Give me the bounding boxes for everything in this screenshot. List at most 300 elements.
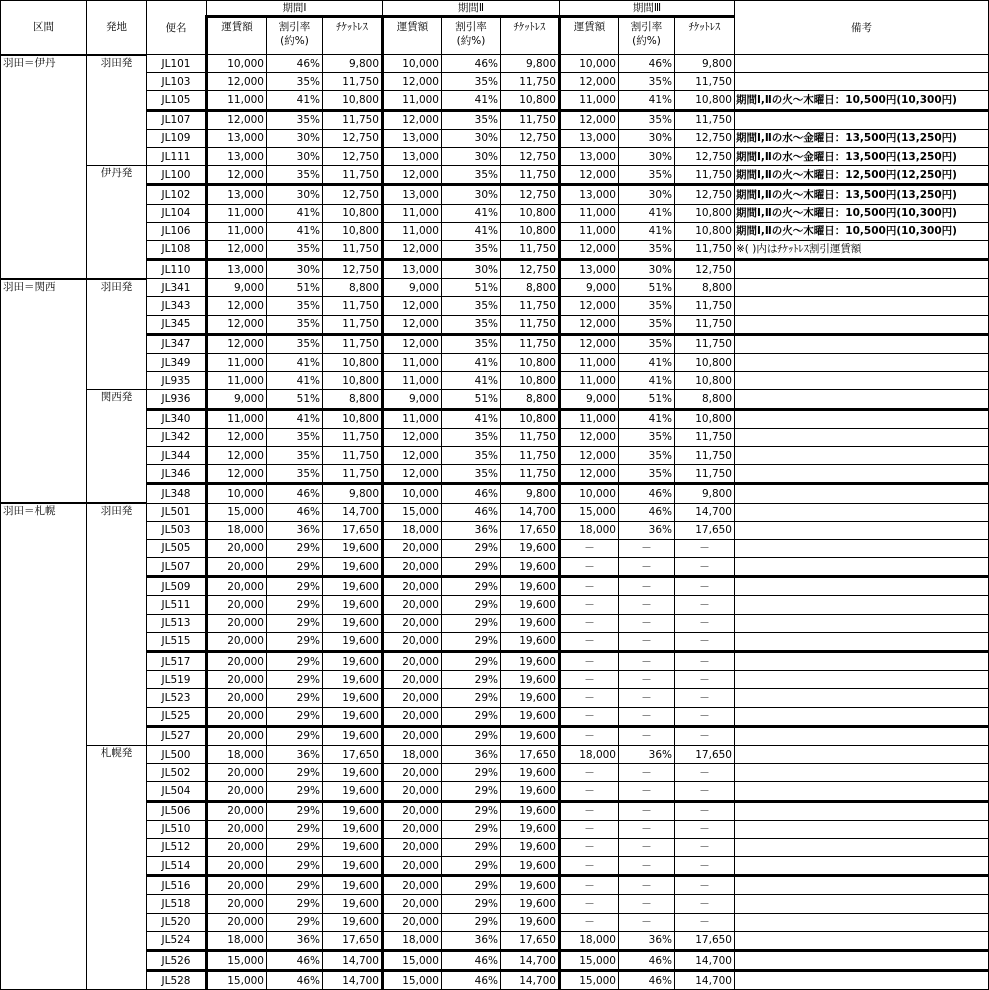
ticketless-cell: 14,700 (323, 951, 383, 971)
ticketless-cell: 10,800 (323, 204, 383, 222)
remarks-cell (735, 372, 989, 390)
ticketless-cell: 17,650 (501, 931, 560, 950)
discount-cell: 29% (267, 632, 323, 651)
remarks-cell (735, 876, 989, 895)
ticketless-cell: 19,600 (323, 614, 383, 632)
fare-cell: 15,000 (560, 503, 619, 521)
remarks-cell (735, 838, 989, 856)
fare-cell: 20,000 (207, 671, 267, 689)
remarks-cell (735, 409, 989, 428)
remarks-cell: 期間Ⅰ,Ⅱの火～木曜日：13,500円(13,250円) (735, 185, 989, 204)
header-fare: 運賃額 (383, 17, 442, 55)
ticketless-cell: 8,800 (501, 390, 560, 409)
ticketless-cell: 19,600 (501, 726, 560, 745)
remarks-cell: 期間Ⅰ,Ⅱの火～木曜日：10,500円(10,300円) (735, 204, 989, 222)
ticketless-cell: 19,600 (323, 577, 383, 596)
remarks-cell (735, 745, 989, 763)
fare-cell: 12,000 (207, 446, 267, 464)
fare-cell: 11,000 (383, 409, 442, 428)
fare-cell: 13,000 (207, 147, 267, 165)
ticketless-cell: 19,600 (501, 614, 560, 632)
fare-cell: － (560, 913, 619, 931)
ticketless-cell: 19,600 (501, 782, 560, 801)
header-ticketless: ﾁｹｯﾄﾚｽ (501, 17, 560, 55)
discount-cell: 29% (267, 895, 323, 913)
fare-cell: 13,000 (207, 185, 267, 204)
ticketless-cell: 19,600 (323, 764, 383, 782)
flight-number: JL524 (147, 931, 207, 950)
ticketless-cell: 12,750 (675, 185, 735, 204)
table-row (1, 55, 989, 73)
table-row (1, 521, 989, 539)
ticketless-cell: 14,700 (323, 503, 383, 521)
ticketless-cell: 17,650 (501, 521, 560, 539)
discount-cell: 35% (267, 428, 323, 446)
fare-cell: 11,000 (207, 409, 267, 428)
fare-cell: － (560, 707, 619, 726)
fare-cell: 11,000 (207, 91, 267, 110)
discount-cell: － (619, 577, 675, 596)
flight-number: JL514 (147, 857, 207, 876)
discount-cell: 36% (619, 745, 675, 763)
fare-cell: 20,000 (207, 596, 267, 614)
fare-cell: 9,000 (207, 390, 267, 409)
remarks-cell: ※( )内はﾁｹｯﾄﾚｽ割引運賃額 (735, 240, 989, 259)
discount-cell: 30% (619, 147, 675, 165)
remarks-cell (735, 315, 989, 334)
fare-cell: 15,000 (560, 971, 619, 990)
flight-number: JL107 (147, 110, 207, 129)
fare-cell: 13,000 (560, 147, 619, 165)
discount-cell: － (619, 596, 675, 614)
remarks-cell (735, 354, 989, 372)
ticketless-cell: 10,800 (501, 204, 560, 222)
discount-cell: 41% (442, 91, 501, 110)
discount-cell: 46% (442, 951, 501, 971)
ticketless-cell: 12,750 (501, 129, 560, 147)
ticketless-cell: 19,600 (501, 539, 560, 557)
flight-number: JL342 (147, 428, 207, 446)
discount-cell: 29% (267, 726, 323, 745)
discount-cell: － (619, 801, 675, 820)
remarks-cell (735, 279, 989, 297)
discount-cell: 46% (267, 55, 323, 73)
fare-cell: 20,000 (383, 838, 442, 856)
discount-cell: 29% (267, 838, 323, 856)
discount-cell: － (619, 838, 675, 856)
remarks-cell (735, 503, 989, 521)
ticketless-cell: 11,750 (501, 73, 560, 91)
fare-cell: 10,000 (383, 484, 442, 503)
table-row (1, 539, 989, 557)
fare-cell: 15,000 (207, 503, 267, 521)
ticketless-cell: 11,750 (675, 465, 735, 484)
header-discount-unit: (約%) (280, 35, 309, 47)
fare-cell: 10,000 (560, 55, 619, 73)
ticketless-cell: 19,600 (323, 539, 383, 557)
table-row (1, 558, 989, 577)
table-row (1, 820, 989, 838)
discount-cell: 41% (267, 222, 323, 240)
discount-cell: － (619, 558, 675, 577)
ticketless-cell: 19,600 (323, 707, 383, 726)
flight-number: JL103 (147, 73, 207, 91)
remarks-cell: 期間Ⅰ,Ⅱの水～金曜日：13,500円(13,250円) (735, 129, 989, 147)
ticketless-cell: 19,600 (501, 820, 560, 838)
fare-cell: 15,000 (560, 951, 619, 971)
remarks-cell (735, 895, 989, 913)
fare-cell: 12,000 (560, 240, 619, 259)
fare-cell: 13,000 (383, 129, 442, 147)
table-row (1, 857, 989, 876)
table-row (1, 465, 989, 484)
discount-cell: － (619, 671, 675, 689)
discount-cell: 35% (442, 446, 501, 464)
remarks-cell (735, 596, 989, 614)
ticketless-cell: 11,750 (501, 166, 560, 185)
fare-cell: 13,000 (560, 185, 619, 204)
fare-cell: 20,000 (207, 652, 267, 671)
ticketless-cell: 12,750 (675, 147, 735, 165)
table-row (1, 707, 989, 726)
discount-cell: 35% (442, 334, 501, 353)
ticketless-cell: － (675, 558, 735, 577)
remarks-cell (735, 689, 989, 707)
discount-cell: 29% (442, 895, 501, 913)
remarks-cell (735, 484, 989, 503)
flight-number: JL519 (147, 671, 207, 689)
table-row (1, 110, 989, 129)
fare-cell: 18,000 (207, 521, 267, 539)
ticketless-cell: 19,600 (501, 913, 560, 931)
fare-cell: 9,000 (207, 279, 267, 297)
flight-number: JL500 (147, 745, 207, 763)
ticketless-cell: 19,600 (323, 913, 383, 931)
fare-cell: － (560, 838, 619, 856)
ticketless-cell: 11,750 (323, 110, 383, 129)
fare-cell: 18,000 (560, 931, 619, 950)
origin-cell: 札幌発 (87, 745, 147, 989)
fare-cell: 20,000 (207, 838, 267, 856)
discount-cell: 35% (619, 73, 675, 91)
fare-cell: 20,000 (207, 539, 267, 557)
fare-cell: 9,000 (383, 390, 442, 409)
ticketless-cell: 10,800 (501, 222, 560, 240)
origin-cell: 羽田発 (87, 279, 147, 390)
fare-cell: 13,000 (207, 129, 267, 147)
remarks-cell (735, 446, 989, 464)
fare-cell: 20,000 (207, 577, 267, 596)
ticketless-cell: 9,800 (675, 55, 735, 73)
header-period-2: 期間Ⅱ (383, 1, 560, 17)
fare-cell: 20,000 (383, 857, 442, 876)
discount-cell: 46% (267, 484, 323, 503)
discount-cell: － (619, 707, 675, 726)
fare-cell: 11,000 (383, 91, 442, 110)
header-discount (442, 17, 501, 55)
ticketless-cell: 11,750 (323, 297, 383, 315)
remarks-cell (735, 671, 989, 689)
ticketless-cell: 11,750 (323, 428, 383, 446)
fare-cell: 12,000 (207, 110, 267, 129)
discount-cell: 51% (442, 279, 501, 297)
flight-number: JL106 (147, 222, 207, 240)
fare-cell: 20,000 (383, 782, 442, 801)
flight-number: JL509 (147, 577, 207, 596)
ticketless-cell: 11,750 (323, 446, 383, 464)
discount-cell: 35% (619, 297, 675, 315)
discount-cell: 29% (442, 539, 501, 557)
discount-cell: 41% (619, 372, 675, 390)
discount-cell: 29% (267, 707, 323, 726)
discount-cell: 35% (619, 315, 675, 334)
ticketless-cell: 19,600 (323, 596, 383, 614)
discount-cell: 29% (442, 876, 501, 895)
header-period-3: 期間Ⅲ (560, 1, 735, 17)
fare-cell: 18,000 (207, 745, 267, 763)
header-flight: 便名 (147, 1, 207, 55)
flight-number: JL523 (147, 689, 207, 707)
fare-cell: － (560, 726, 619, 745)
remarks-cell: 期間Ⅰ,Ⅱの火～木曜日：12,500円(12,250円) (735, 166, 989, 185)
ticketless-cell: 17,650 (675, 521, 735, 539)
fare-cell: 12,000 (383, 428, 442, 446)
discount-cell: 30% (267, 260, 323, 279)
discount-cell: 35% (442, 297, 501, 315)
flight-number: JL525 (147, 707, 207, 726)
discount-cell: 41% (619, 91, 675, 110)
discount-cell: 29% (267, 876, 323, 895)
ticketless-cell: 19,600 (501, 671, 560, 689)
fare-cell: － (560, 876, 619, 895)
flight-number: JL507 (147, 558, 207, 577)
ticketless-cell: 19,600 (501, 895, 560, 913)
ticketless-cell: － (675, 913, 735, 931)
header-discount-label: 割引率 (630, 21, 663, 33)
remarks-cell (735, 971, 989, 990)
ticketless-cell: 19,600 (323, 801, 383, 820)
discount-cell: 29% (442, 614, 501, 632)
fare-cell: 18,000 (560, 745, 619, 763)
fare-cell: 10,000 (207, 55, 267, 73)
discount-cell: 35% (442, 110, 501, 129)
ticketless-cell: 19,600 (501, 707, 560, 726)
fare-cell: － (560, 820, 619, 838)
flight-number: JL516 (147, 876, 207, 895)
ticketless-cell: 19,600 (323, 726, 383, 745)
fare-cell: 20,000 (207, 689, 267, 707)
ticketless-cell: 11,750 (323, 334, 383, 353)
fare-cell: 20,000 (383, 895, 442, 913)
remarks-cell (735, 801, 989, 820)
ticketless-cell: 10,800 (675, 204, 735, 222)
flight-number: JL520 (147, 913, 207, 931)
header-discount (619, 17, 675, 55)
ticketless-cell: 11,750 (675, 334, 735, 353)
discount-cell: 35% (267, 73, 323, 91)
fare-cell: 12,000 (207, 428, 267, 446)
table-row (1, 147, 989, 165)
discount-cell: 29% (442, 577, 501, 596)
fare-cell: 20,000 (207, 895, 267, 913)
remarks-cell (735, 764, 989, 782)
fare-cell: 12,000 (560, 446, 619, 464)
discount-cell: 29% (442, 652, 501, 671)
ticketless-cell: 10,800 (323, 372, 383, 390)
discount-cell: 35% (442, 166, 501, 185)
discount-cell: 35% (619, 428, 675, 446)
ticketless-cell: 19,600 (323, 838, 383, 856)
table-row (1, 240, 989, 259)
flight-number: JL527 (147, 726, 207, 745)
header-route: 区間 (1, 1, 87, 55)
table-body (1, 55, 989, 990)
discount-cell: 29% (442, 558, 501, 577)
remarks-cell (735, 55, 989, 73)
table-row (1, 614, 989, 632)
ticketless-cell: 11,750 (675, 240, 735, 259)
fare-cell: 20,000 (207, 764, 267, 782)
discount-cell: 35% (442, 240, 501, 259)
remarks-cell (735, 260, 989, 279)
fare-cell: 12,000 (383, 166, 442, 185)
flight-number: JL528 (147, 971, 207, 990)
ticketless-cell: 11,750 (323, 73, 383, 91)
fare-cell: 12,000 (207, 240, 267, 259)
flight-number: JL506 (147, 801, 207, 820)
fare-cell: 12,000 (383, 110, 442, 129)
ticketless-cell: 19,600 (323, 876, 383, 895)
ticketless-cell: － (675, 820, 735, 838)
flight-number: JL349 (147, 354, 207, 372)
fare-cell: 20,000 (207, 614, 267, 632)
ticketless-cell: － (675, 671, 735, 689)
discount-cell: － (619, 632, 675, 651)
fare-cell: 11,000 (207, 354, 267, 372)
fare-cell: － (560, 895, 619, 913)
header-discount-label: 割引率 (455, 21, 487, 33)
fare-cell: 20,000 (383, 707, 442, 726)
fare-cell: 20,000 (207, 707, 267, 726)
ticketless-cell: 10,800 (675, 222, 735, 240)
ticketless-cell: 12,750 (323, 185, 383, 204)
discount-cell: 41% (442, 354, 501, 372)
table-row (1, 971, 989, 990)
table-row (1, 390, 989, 409)
table-row (1, 745, 989, 763)
discount-cell: 46% (619, 55, 675, 73)
discount-cell: 46% (619, 503, 675, 521)
ticketless-cell: － (675, 632, 735, 651)
discount-cell: 35% (267, 297, 323, 315)
fare-cell: 20,000 (383, 577, 442, 596)
ticketless-cell: 14,700 (501, 971, 560, 990)
discount-cell: － (619, 820, 675, 838)
table-row (1, 129, 989, 147)
fare-cell: 11,000 (383, 372, 442, 390)
flight-number: JL347 (147, 334, 207, 353)
discount-cell: 29% (267, 596, 323, 614)
origin-cell: 羽田発 (87, 55, 147, 166)
remarks-cell (735, 390, 989, 409)
flight-number: JL935 (147, 372, 207, 390)
ticketless-cell: 10,800 (501, 409, 560, 428)
discount-cell: 35% (267, 110, 323, 129)
discount-cell: 36% (442, 931, 501, 950)
discount-cell: 41% (267, 91, 323, 110)
flight-number: JL501 (147, 503, 207, 521)
fare-cell: 13,000 (383, 147, 442, 165)
discount-cell: 36% (619, 931, 675, 950)
remarks-cell (735, 334, 989, 353)
discount-cell: 29% (442, 726, 501, 745)
table-row (1, 632, 989, 651)
flight-number: JL111 (147, 147, 207, 165)
discount-cell: 29% (442, 689, 501, 707)
table-row (1, 372, 989, 390)
ticketless-cell: 12,750 (501, 260, 560, 279)
ticketless-cell: 19,600 (323, 820, 383, 838)
ticketless-cell: 11,750 (323, 240, 383, 259)
ticketless-cell: 17,650 (323, 521, 383, 539)
discount-cell: 29% (267, 801, 323, 820)
fare-cell: 20,000 (207, 632, 267, 651)
flight-number: JL345 (147, 315, 207, 334)
fare-cell: 20,000 (207, 558, 267, 577)
fare-cell: 12,000 (383, 334, 442, 353)
discount-cell: 41% (267, 354, 323, 372)
ticketless-cell: － (675, 838, 735, 856)
fare-cell: 12,000 (560, 110, 619, 129)
flight-number: JL343 (147, 297, 207, 315)
discount-cell: 30% (267, 147, 323, 165)
ticketless-cell: 12,750 (501, 185, 560, 204)
ticketless-cell: 19,600 (323, 671, 383, 689)
fare-cell: 12,000 (383, 446, 442, 464)
header-remarks: 備考 (735, 1, 989, 55)
fare-cell: 10,000 (207, 484, 267, 503)
ticketless-cell: 14,700 (501, 503, 560, 521)
fare-cell: － (560, 652, 619, 671)
discount-cell: 41% (267, 409, 323, 428)
table-row (1, 726, 989, 745)
fare-cell: － (560, 801, 619, 820)
remarks-cell (735, 558, 989, 577)
fare-cell: 12,000 (560, 428, 619, 446)
discount-cell: 46% (442, 484, 501, 503)
ticketless-cell: 11,750 (323, 465, 383, 484)
fare-cell: 12,000 (560, 315, 619, 334)
flight-number: JL517 (147, 652, 207, 671)
fare-cell: 20,000 (383, 913, 442, 931)
flight-number: JL102 (147, 185, 207, 204)
ticketless-cell: 11,750 (675, 315, 735, 334)
fare-cell: 20,000 (207, 726, 267, 745)
fare-cell: 11,000 (207, 222, 267, 240)
discount-cell: 29% (442, 782, 501, 801)
discount-cell: 29% (267, 558, 323, 577)
ticketless-cell: 19,600 (501, 596, 560, 614)
table-row (1, 838, 989, 856)
fare-cell: 12,000 (207, 334, 267, 353)
ticketless-cell: 11,750 (675, 166, 735, 185)
fare-cell: 11,000 (560, 91, 619, 110)
ticketless-cell: 19,600 (323, 895, 383, 913)
table-row (1, 764, 989, 782)
ticketless-cell: 11,750 (675, 428, 735, 446)
flight-number: JL513 (147, 614, 207, 632)
fare-cell: 18,000 (383, 931, 442, 950)
